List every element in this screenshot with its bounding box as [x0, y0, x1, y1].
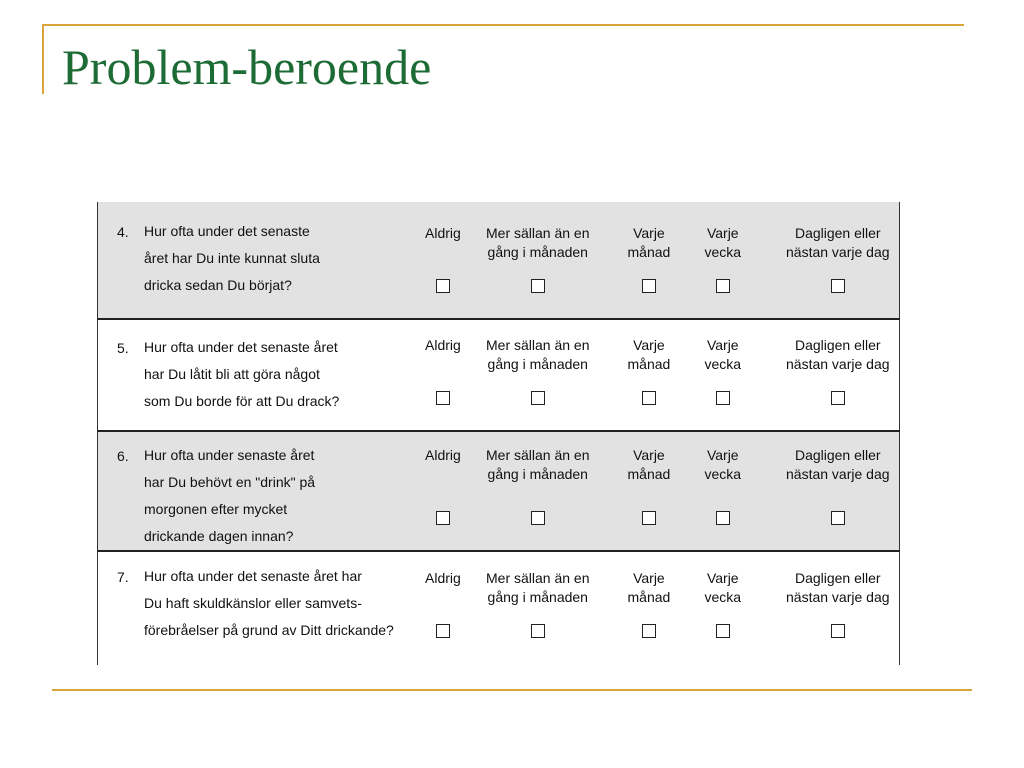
option-label-line: Varje	[633, 570, 665, 586]
question-line: drickande dagen innan?	[144, 528, 294, 544]
checkbox-aldrig[interactable]	[436, 511, 450, 525]
question-text	[144, 334, 339, 415]
option-label-line: nästan varje dag	[786, 356, 890, 372]
checkbox-mer-sallan[interactable]	[531, 511, 545, 525]
option-label-dagligen	[786, 224, 890, 262]
option-label-line: nästan varje dag	[786, 589, 890, 605]
option-label-line: Varje	[633, 225, 665, 241]
option-label-line: Aldrig	[425, 570, 461, 586]
option-label-line: Mer sällan än en	[486, 447, 590, 463]
option-label-dagligen	[786, 569, 890, 607]
question-row	[98, 202, 899, 319]
checkbox-varje-manad[interactable]	[642, 279, 656, 293]
option-label-mer-sallan	[486, 569, 590, 607]
option-label-varje-manad	[628, 336, 671, 374]
checkbox-dagligen[interactable]	[831, 511, 845, 525]
option-label-line: Aldrig	[425, 337, 461, 353]
question-line: som Du borde för att Du drack?	[144, 393, 340, 409]
accent-line-bottom	[52, 689, 972, 691]
question-number: 6.	[117, 448, 129, 464]
option-label-line: Mer sällan än en	[486, 570, 590, 586]
option-label-varje-vecka	[705, 336, 742, 374]
option-label-varje-vecka	[705, 569, 742, 607]
question-text	[144, 218, 320, 299]
checkbox-dagligen[interactable]	[831, 279, 845, 293]
slide-title: Problem-beroende	[62, 39, 432, 95]
questionnaire-form	[97, 202, 900, 665]
checkbox-mer-sallan[interactable]	[531, 279, 545, 293]
option-label-line: nästan varje dag	[786, 466, 890, 482]
option-label-varje-manad	[628, 446, 671, 484]
checkbox-varje-vecka[interactable]	[716, 511, 730, 525]
option-label-line: gång i månaden	[487, 244, 588, 260]
checkbox-varje-manad[interactable]	[642, 391, 656, 405]
question-line: morgonen efter mycket	[144, 501, 288, 517]
question-number: 4.	[117, 224, 129, 240]
option-label-line: vecka	[704, 466, 742, 482]
row-separator	[97, 550, 900, 552]
question-line: förebråelser på grund av Ditt drickande?	[144, 622, 394, 638]
question-line: dricka sedan Du börjat?	[144, 277, 292, 293]
option-label-line: Dagligen eller	[794, 225, 881, 241]
question-text	[144, 563, 394, 644]
option-label-varje-vecka	[705, 446, 742, 484]
option-label-line: Aldrig	[425, 225, 461, 241]
option-label-mer-sallan	[486, 446, 590, 484]
option-label-aldrig	[425, 446, 461, 465]
option-label-line: vecka	[704, 589, 742, 605]
option-label-aldrig	[425, 569, 461, 588]
checkbox-dagligen[interactable]	[831, 391, 845, 405]
question-line: Hur ofta under det senaste året	[144, 339, 338, 355]
checkbox-aldrig[interactable]	[436, 391, 450, 405]
option-label-line: Varje	[633, 337, 665, 353]
option-label-line: Varje	[633, 447, 665, 463]
question-line: Hur ofta under det senaste	[144, 223, 310, 239]
checkbox-aldrig[interactable]	[436, 624, 450, 638]
question-line: Hur ofta under det senaste året har	[144, 568, 362, 584]
form-border-right	[899, 202, 900, 665]
checkbox-dagligen[interactable]	[831, 624, 845, 638]
option-label-line: Dagligen eller	[794, 570, 881, 586]
option-label-line: gång i månaden	[487, 589, 588, 605]
option-label-varje-manad	[628, 224, 671, 262]
question-line: Du haft skuldkänslor eller samvets-	[144, 595, 362, 611]
option-label-line: månad	[627, 589, 671, 605]
question-line: har Du låtit bli att göra något	[144, 366, 320, 382]
checkbox-varje-manad[interactable]	[642, 511, 656, 525]
option-label-line: Dagligen eller	[794, 447, 881, 463]
question-row	[98, 319, 899, 431]
option-label-mer-sallan	[486, 224, 590, 262]
option-label-line: gång i månaden	[487, 356, 588, 372]
checkbox-varje-vecka[interactable]	[716, 391, 730, 405]
option-label-mer-sallan	[486, 336, 590, 374]
checkbox-varje-vecka[interactable]	[716, 279, 730, 293]
accent-line-top	[42, 24, 964, 26]
option-label-line: gång i månaden	[487, 466, 588, 482]
option-label-line: nästan varje dag	[786, 244, 890, 260]
question-row	[98, 431, 899, 551]
checkbox-varje-manad[interactable]	[642, 624, 656, 638]
question-text	[144, 442, 315, 550]
option-label-line: Varje	[706, 225, 739, 241]
option-label-line: Varje	[706, 447, 739, 463]
question-line: har Du behövt en "drink" på	[144, 474, 316, 490]
checkbox-varje-vecka[interactable]	[716, 624, 730, 638]
option-label-varje-vecka	[705, 224, 742, 262]
question-number: 7.	[117, 569, 129, 585]
row-separator	[97, 318, 900, 320]
option-label-line: Varje	[706, 337, 739, 353]
row-separator	[97, 430, 900, 432]
option-label-line: månad	[627, 244, 671, 260]
option-label-aldrig	[425, 224, 461, 243]
question-row	[98, 551, 899, 665]
accent-line-left	[42, 24, 44, 94]
checkbox-mer-sallan[interactable]	[531, 624, 545, 638]
question-number: 5.	[117, 340, 129, 356]
question-line: året har Du inte kunnat sluta	[144, 250, 320, 266]
option-label-line: månad	[627, 356, 671, 372]
option-label-aldrig	[425, 336, 461, 355]
option-label-line: Mer sällan än en	[486, 337, 590, 353]
option-label-line: Varje	[706, 570, 739, 586]
checkbox-mer-sallan[interactable]	[531, 391, 545, 405]
option-label-varje-manad	[628, 569, 671, 607]
option-label-line: vecka	[704, 356, 742, 372]
option-label-line: Aldrig	[425, 447, 461, 463]
option-label-line: månad	[627, 466, 671, 482]
option-label-line: Dagligen eller	[794, 337, 881, 353]
option-label-line: vecka	[704, 244, 742, 260]
option-label-dagligen	[786, 446, 890, 484]
question-line: Hur ofta under senaste året	[144, 447, 315, 463]
option-label-dagligen	[786, 336, 890, 374]
option-label-line: Mer sällan än en	[486, 225, 590, 241]
checkbox-aldrig[interactable]	[436, 279, 450, 293]
